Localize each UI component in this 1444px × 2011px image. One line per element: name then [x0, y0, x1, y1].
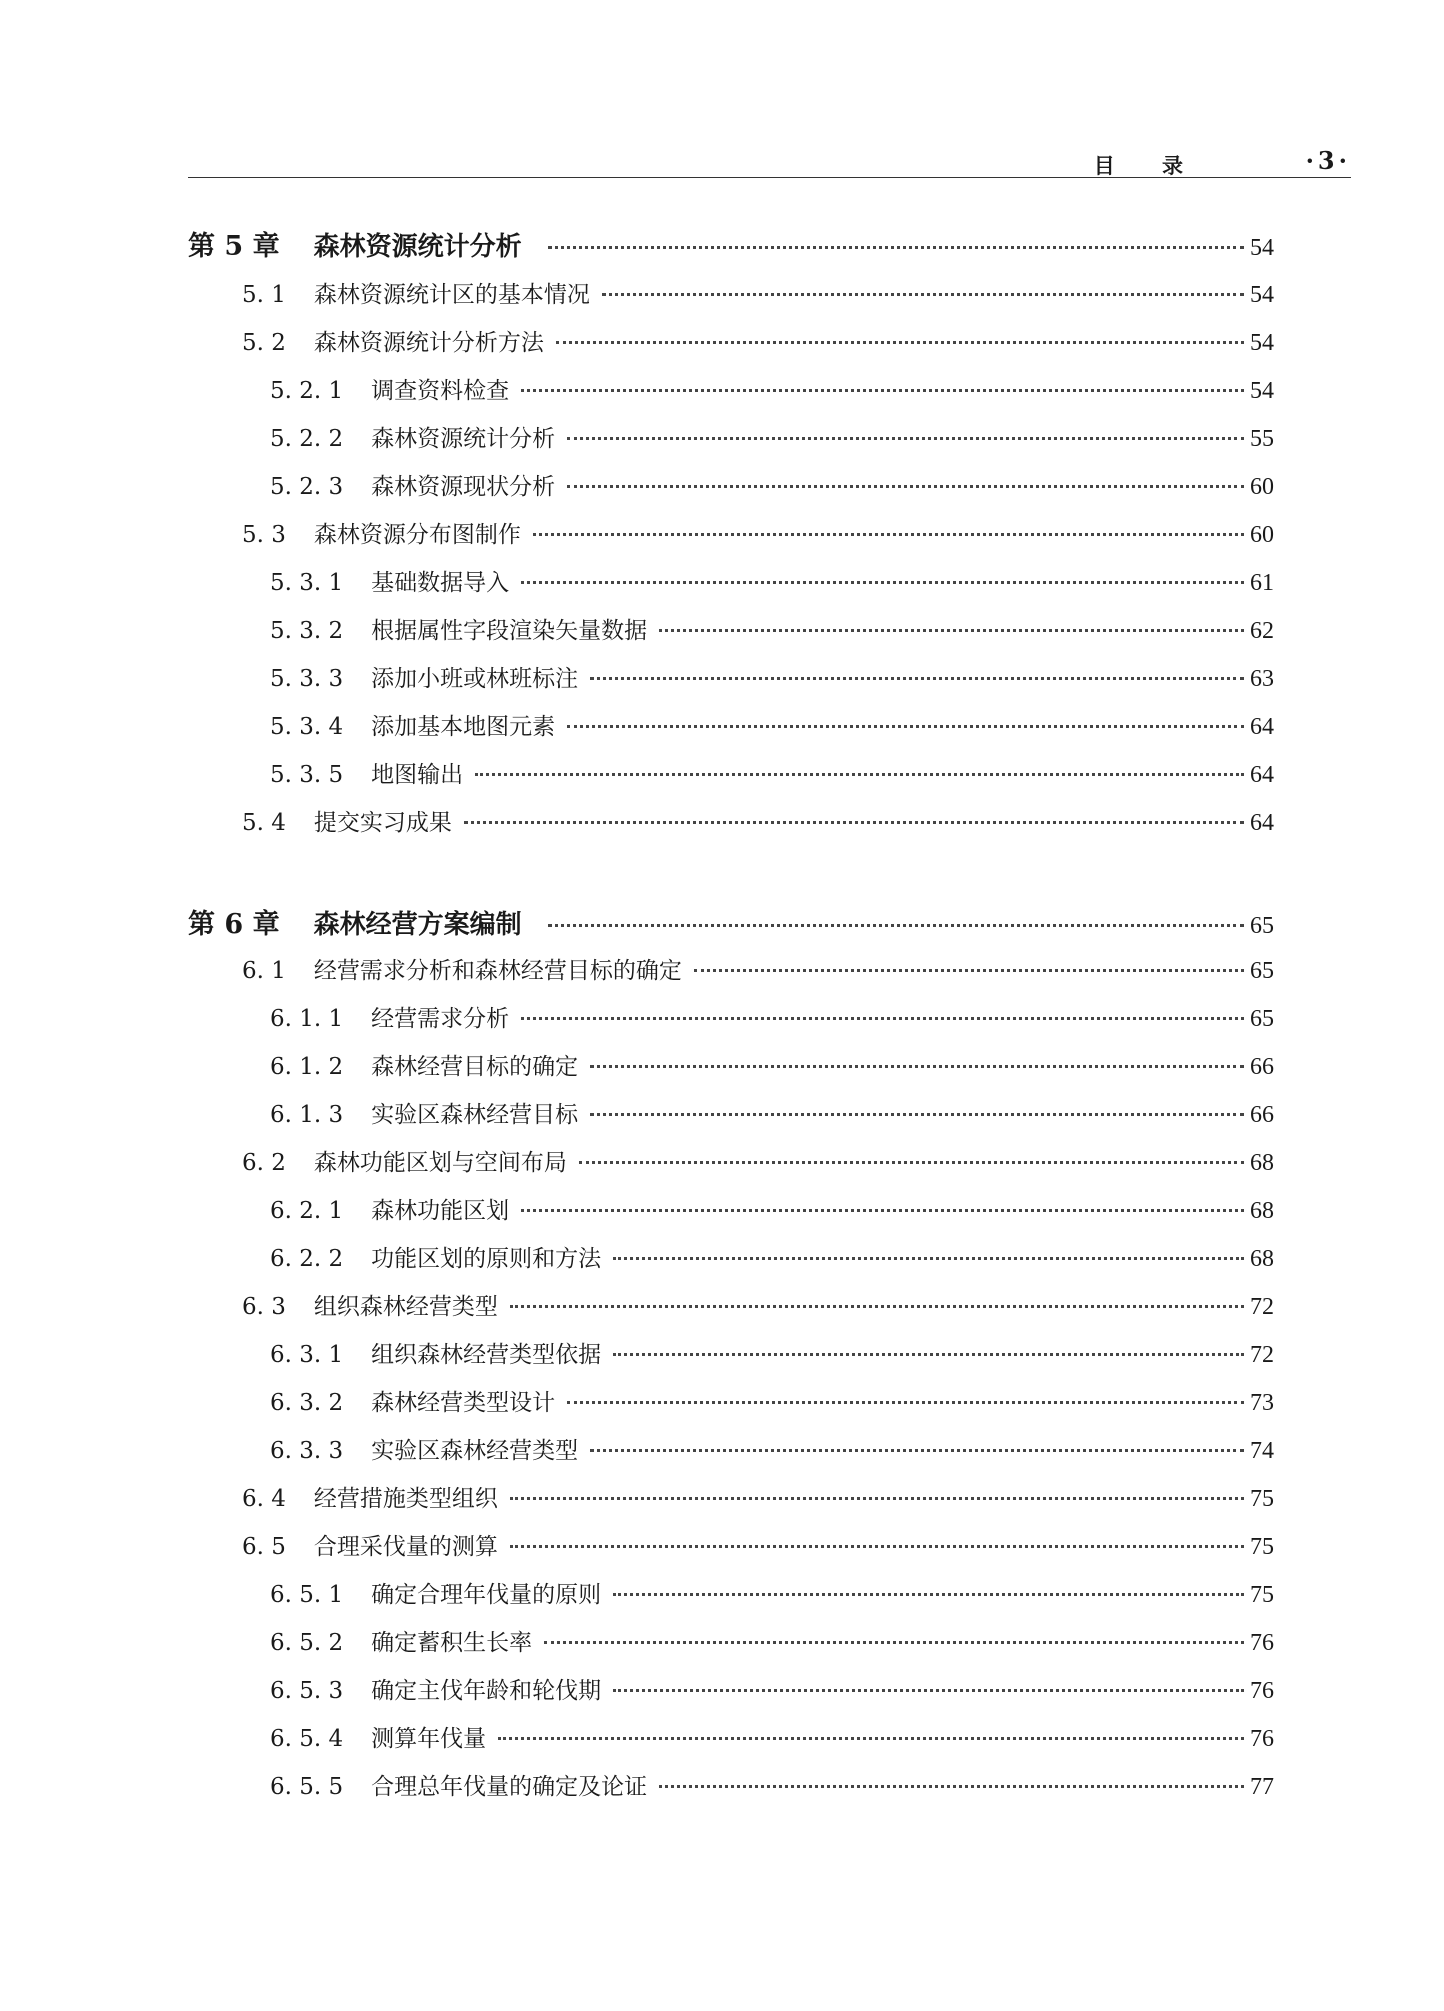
- toc-entry-page: 65: [1250, 958, 1274, 984]
- toc-entry-number: 5. 2: [242, 330, 286, 356]
- toc-section-entry[interactable]: [242, 516, 1274, 556]
- toc-entry-title: 确定蓄积生长率: [371, 1630, 533, 1656]
- toc-section-entry[interactable]: [270, 1048, 1274, 1088]
- toc-entry-number: 6. 1. 2: [270, 1054, 344, 1080]
- toc-section-entry[interactable]: [270, 1240, 1274, 1280]
- toc-entry-page: 62: [1250, 618, 1274, 644]
- toc-entry-number: 6. 5. 3: [270, 1678, 344, 1704]
- toc-entry-page: 60: [1250, 474, 1274, 500]
- toc-entry-page: 54: [1250, 330, 1274, 356]
- toc-entry-title: 经营需求分析: [371, 1006, 510, 1032]
- toc-entry-title: 实验区森林经营类型: [371, 1438, 579, 1464]
- dot-leader: [475, 773, 1244, 776]
- toc-entry-number: 6. 2. 1: [270, 1198, 344, 1224]
- toc-entry-number: 第 6 章: [188, 909, 280, 940]
- toc-entry-title: 确定合理年伐量的原则: [371, 1582, 602, 1608]
- toc-chapter-entry[interactable]: [188, 224, 1274, 264]
- dot-leader: [544, 1641, 1244, 1644]
- toc-entry-title: 经营需求分析和森林经营目标的确定: [313, 958, 682, 984]
- toc-entry-page: 66: [1250, 1102, 1274, 1128]
- toc-entry-number: 6. 2: [242, 1150, 286, 1176]
- dot-leader: [521, 581, 1244, 584]
- dot-leader: [510, 1497, 1244, 1500]
- toc-entry-number: 6. 3. 1: [270, 1342, 344, 1368]
- dot-leader: [613, 1593, 1244, 1596]
- toc-entry-title: 森林资源统计分析方法: [313, 330, 544, 356]
- toc-entry-number: 5. 3: [242, 522, 286, 548]
- dot-leader: [521, 389, 1244, 392]
- dot-leader: [567, 1401, 1244, 1404]
- dot-leader: [556, 341, 1244, 344]
- toc-entry-title: 森林资源现状分析: [371, 474, 556, 500]
- toc-section-entry[interactable]: [270, 372, 1274, 412]
- toc-entry-number: 5. 3. 3: [270, 666, 344, 692]
- dot-leader: [602, 293, 1244, 296]
- toc-entry-number: 6. 1. 1: [270, 1006, 344, 1032]
- toc-entry-number: 5. 2. 3: [270, 474, 344, 500]
- toc-entry-title: 森林经营方案编制: [313, 910, 522, 940]
- toc-entry-number: 6. 3. 2: [270, 1390, 344, 1416]
- toc-entry-title: 地图输出: [371, 762, 464, 788]
- toc-entry-number: 5. 1: [242, 282, 286, 308]
- toc-section-entry[interactable]: [270, 1000, 1274, 1040]
- dot-leader: [521, 1209, 1244, 1212]
- dot-leader: [464, 821, 1244, 824]
- toc-entry-page: 61: [1250, 570, 1274, 596]
- dot-leader: [613, 1353, 1244, 1356]
- toc-section-entry[interactable]: [242, 1528, 1274, 1568]
- dot-leader: [590, 1113, 1244, 1116]
- toc-entry-number: 6. 3: [242, 1294, 286, 1320]
- toc-entry-title: 合理总年伐量的确定及论证: [371, 1774, 648, 1800]
- toc-entry-page: 77: [1250, 1774, 1274, 1800]
- toc-entry-number: 6. 5. 5: [270, 1774, 344, 1800]
- toc-entry-title: 调查资料检查: [371, 378, 510, 404]
- toc-entry-title: 添加基本地图元素: [371, 714, 556, 740]
- dot-leader: [498, 1737, 1244, 1740]
- dot-leader: [533, 533, 1244, 536]
- toc-entry-title: 森林经营目标的确定: [371, 1054, 579, 1080]
- toc-entry-page: 64: [1250, 714, 1274, 740]
- toc-entry-number: 6. 5. 2: [270, 1630, 344, 1656]
- toc-section-entry[interactable]: [242, 324, 1274, 364]
- toc-section-entry[interactable]: [270, 1720, 1274, 1760]
- toc-entry-number: 6. 5: [242, 1534, 286, 1560]
- toc-entry-page: 54: [1250, 235, 1274, 261]
- toc-entry-page: 75: [1250, 1582, 1274, 1608]
- dot-leader: [510, 1545, 1244, 1548]
- toc-section-entry[interactable]: [270, 1336, 1274, 1376]
- toc-entry-page: 73: [1250, 1390, 1274, 1416]
- toc-entry-number: 5. 4: [242, 810, 286, 836]
- toc-entry-number: 5. 3. 4: [270, 714, 344, 740]
- toc-section-entry[interactable]: [270, 468, 1274, 508]
- toc-section-entry[interactable]: [270, 1768, 1274, 1808]
- toc-entry-page: 76: [1250, 1678, 1274, 1704]
- toc-entry-number: 6. 4: [242, 1486, 286, 1512]
- toc-section-entry[interactable]: [270, 1624, 1274, 1664]
- toc-entry-title: 测算年伐量: [371, 1726, 487, 1752]
- running-header: [188, 140, 1351, 178]
- toc-entry-page: 68: [1250, 1150, 1274, 1176]
- toc-section-entry[interactable]: [270, 1432, 1274, 1472]
- toc-entry-page: 55: [1250, 426, 1274, 452]
- toc-entry-page: 54: [1250, 282, 1274, 308]
- toc-entry-title: 组织森林经营类型依据: [371, 1342, 602, 1368]
- toc-entry-number: 6. 1: [242, 958, 286, 984]
- toc-entry-title: 森林资源统计分析: [313, 232, 522, 262]
- dot-leader: [510, 1305, 1244, 1308]
- dot-leader: [567, 437, 1244, 440]
- toc-entry-page: 74: [1250, 1438, 1274, 1464]
- toc-entry-page: 75: [1250, 1534, 1274, 1560]
- toc-entry-title: 根据属性字段渲染矢量数据: [371, 618, 648, 644]
- toc-section-entry[interactable]: [242, 804, 1274, 844]
- toc-entry-title: 提交实习成果: [313, 810, 452, 836]
- dot-leader: [590, 677, 1244, 680]
- dot-leader: [567, 485, 1244, 488]
- toc-section-entry[interactable]: [270, 564, 1274, 604]
- toc-entry-page: 65: [1250, 913, 1274, 939]
- toc-entry-number: 5. 3. 2: [270, 618, 344, 644]
- toc-section-entry[interactable]: [270, 1672, 1274, 1712]
- toc-entry-number: 5. 3. 5: [270, 762, 344, 788]
- toc-entry-page: 54: [1250, 378, 1274, 404]
- dot-leader: [548, 924, 1244, 927]
- header-page-number: ·3·: [1305, 146, 1351, 175]
- toc-section-entry[interactable]: [270, 660, 1274, 700]
- toc-entry-page: 65: [1250, 1006, 1274, 1032]
- toc-entry-title: 基础数据导入: [371, 570, 510, 596]
- toc-entry-number: 6. 3. 3: [270, 1438, 344, 1464]
- toc-section-entry[interactable]: [270, 420, 1274, 460]
- toc-entry-number: 6. 5. 1: [270, 1582, 344, 1608]
- dot-leader: [613, 1257, 1244, 1260]
- toc-section-entry[interactable]: [270, 1384, 1274, 1424]
- toc-entry-title: 森林资源统计分析: [371, 426, 556, 452]
- dot-leader: [567, 725, 1244, 728]
- toc-section-entry[interactable]: [242, 1480, 1274, 1520]
- toc-entry-title: 森林功能区划与空间布局: [313, 1150, 567, 1176]
- toc-entry-title: 合理采伐量的测算: [313, 1534, 498, 1560]
- toc-entry-number: 第 5 章: [188, 231, 280, 262]
- dot-leader: [548, 246, 1244, 249]
- toc-entry-title: 经营措施类型组织: [313, 1486, 498, 1512]
- toc-entry-page: 60: [1250, 522, 1274, 548]
- toc-entry-page: 64: [1250, 810, 1274, 836]
- toc-entry-title: 组织森林经营类型: [313, 1294, 498, 1320]
- toc-entry-page: 72: [1250, 1294, 1274, 1320]
- toc-entry-page: 76: [1250, 1630, 1274, 1656]
- toc-entry-title: 森林资源统计区的基本情况: [313, 282, 590, 308]
- toc-entry-number: 6. 2. 2: [270, 1246, 344, 1272]
- dot-leader: [659, 629, 1244, 632]
- toc-entry-page: 64: [1250, 762, 1274, 788]
- toc-entry-page: 76: [1250, 1726, 1274, 1752]
- toc-section-entry[interactable]: [270, 1192, 1274, 1232]
- toc-entry-title: 森林经营类型设计: [371, 1390, 556, 1416]
- toc-entry-title: 确定主伐年龄和轮伐期: [371, 1678, 602, 1704]
- toc-chapter-entry[interactable]: [188, 902, 1274, 942]
- toc-section-entry[interactable]: [242, 276, 1274, 316]
- toc-entry-number: 5. 2. 2: [270, 426, 344, 452]
- toc-entry-number: 6. 1. 3: [270, 1102, 344, 1128]
- dot-leader: [613, 1689, 1244, 1692]
- toc-entry-number: 6. 5. 4: [270, 1726, 344, 1752]
- toc-section-entry[interactable]: [242, 1144, 1274, 1184]
- toc-entry-page: 75: [1250, 1486, 1274, 1512]
- toc-entry-title: 添加小班或林班标注: [371, 666, 579, 692]
- dot-leader: [659, 1785, 1244, 1788]
- toc-entry-page: 66: [1250, 1054, 1274, 1080]
- toc-entry-title: 实验区森林经营目标: [371, 1102, 579, 1128]
- toc-entry-page: 68: [1250, 1198, 1274, 1224]
- toc-section-entry[interactable]: [270, 1576, 1274, 1616]
- toc-entry-title: 森林功能区划: [371, 1198, 510, 1224]
- dot-leader: [579, 1161, 1244, 1164]
- toc-entry-title: 森林资源分布图制作: [313, 522, 521, 548]
- toc-section-entry[interactable]: [242, 1288, 1274, 1328]
- dot-leader: [694, 969, 1244, 972]
- dot-leader: [521, 1017, 1244, 1020]
- toc-section-entry[interactable]: [270, 1096, 1274, 1136]
- toc-entry-page: 63: [1250, 666, 1274, 692]
- toc-entry-page: 72: [1250, 1342, 1274, 1368]
- toc-entry-page: 68: [1250, 1246, 1274, 1272]
- toc-section-entry[interactable]: [270, 708, 1274, 748]
- dot-leader: [590, 1449, 1244, 1452]
- toc-section-entry[interactable]: [242, 952, 1274, 992]
- toc-entry-number: 5. 3. 1: [270, 570, 344, 596]
- toc-entry-title: 功能区划的原则和方法: [371, 1246, 602, 1272]
- dot-leader: [590, 1065, 1244, 1068]
- header-title: 目 录: [1093, 154, 1203, 178]
- toc-section-entry[interactable]: [270, 612, 1274, 652]
- toc-section-entry[interactable]: [270, 756, 1274, 796]
- toc-entry-number: 5. 2. 1: [270, 378, 344, 404]
